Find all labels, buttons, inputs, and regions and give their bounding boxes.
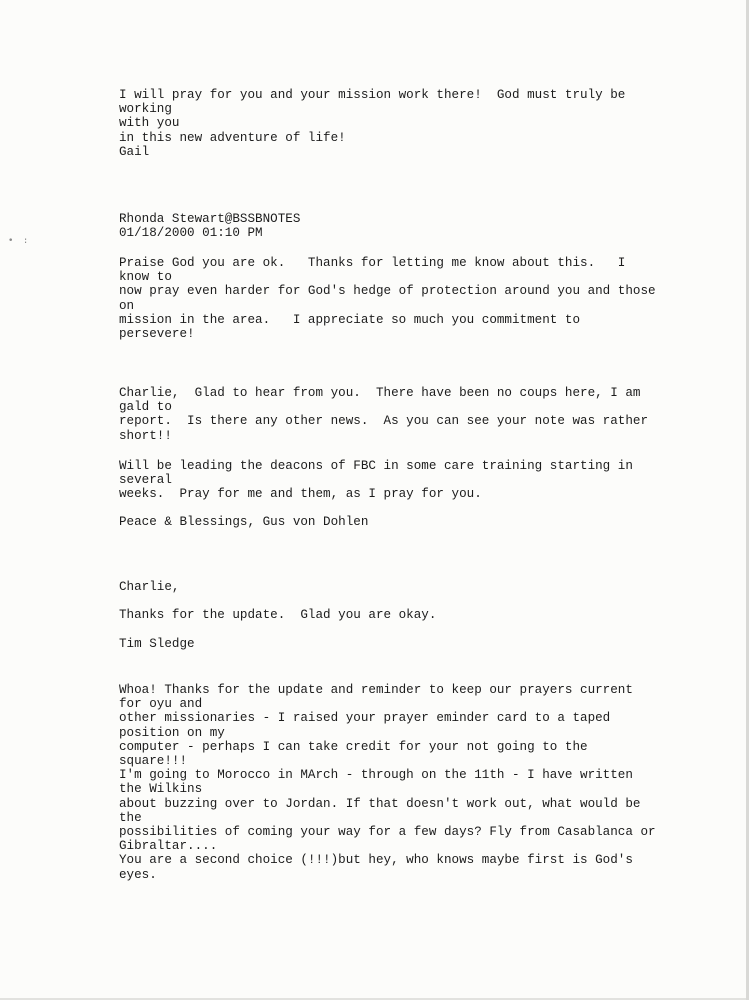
text-line: mission in the area. I appreciate so much you commitment to bbox=[119, 312, 581, 327]
message-tim-signature bbox=[119, 637, 195, 651]
text-line: Charlie, bbox=[119, 580, 180, 594]
message-whoa bbox=[119, 683, 656, 882]
message-tim-body bbox=[119, 608, 436, 622]
text-line: weeks. Pray for me and them, as I pray for you. bbox=[119, 487, 482, 502]
text-line: gald to bbox=[119, 400, 172, 415]
text-line: Thanks for the update. Glad you are okay. bbox=[119, 608, 437, 622]
text-line: report. Is there any other news. As you can see your note was rather bbox=[119, 414, 649, 429]
text-line: Gail bbox=[119, 144, 150, 159]
message-gus-paragraph-1 bbox=[119, 386, 648, 443]
text-line: in this new adventure of life! bbox=[119, 130, 346, 145]
text-line: the Wilkins bbox=[119, 782, 203, 797]
message-header-rhonda bbox=[119, 212, 300, 240]
text-line: 01/18/2000 01:10 PM bbox=[119, 226, 263, 241]
message-gus-paragraph-2 bbox=[119, 459, 633, 502]
text-line: possibilities of coming your way for a few days? Fly from Casablanca or bbox=[119, 825, 656, 840]
text-line: Charlie, Glad to hear from you. There have been no coups here, I am bbox=[119, 386, 641, 400]
text-line: other missionaries - I raised your prayer eminder card to a taped bbox=[119, 711, 611, 726]
text-line: persevere! bbox=[119, 327, 195, 342]
text-line: Will be leading the deacons of FBC in some care training starting in bbox=[119, 459, 633, 473]
margin-mark: • : bbox=[8, 236, 31, 246]
text-line: I'm going to Morocco in MArch - through on the 11th - I have written bbox=[119, 768, 633, 783]
text-line: short!! bbox=[119, 428, 172, 443]
text-line: I will pray for you and your mission work there! God must truly be bbox=[119, 88, 626, 102]
text-line: Praise God you are ok. Thanks for letting me know about this. I bbox=[119, 256, 626, 270]
text-line: Peace & Blessings, Gus von Dohlen bbox=[119, 515, 369, 529]
text-line: several bbox=[119, 473, 172, 488]
text-line: working bbox=[119, 102, 172, 117]
text-line: Whoa! Thanks for the update and reminder to keep our prayers current bbox=[119, 683, 633, 697]
text-line: Rhonda Stewart@BSSBNOTES bbox=[119, 212, 301, 226]
text-line: Tim Sledge bbox=[119, 637, 195, 651]
text-line: Gibraltar.... bbox=[119, 839, 218, 854]
text-line: computer - perhaps I can take credit for your not going to the bbox=[119, 739, 588, 754]
text-line: position on my bbox=[119, 725, 225, 740]
message-tim-greeting bbox=[119, 580, 179, 594]
text-line: about buzzing over to Jordan. If that doesn't work out, what would be bbox=[119, 796, 641, 811]
text-line: with you bbox=[119, 116, 180, 131]
text-line: square!!! bbox=[119, 754, 188, 769]
message-rhonda bbox=[119, 256, 656, 341]
text-line: eyes. bbox=[119, 867, 157, 882]
text-line: the bbox=[119, 810, 142, 825]
text-line: now pray even harder for God's hedge of protection around you and those bbox=[119, 284, 656, 299]
text-line: on bbox=[119, 298, 135, 313]
message-gail bbox=[119, 88, 625, 159]
message-gus-signature bbox=[119, 515, 368, 529]
text-line: You are a second choice (!!!)but hey, who knows maybe first is God's bbox=[119, 853, 633, 868]
text-line: know to bbox=[119, 270, 172, 285]
text-line: for oyu and bbox=[119, 697, 203, 712]
